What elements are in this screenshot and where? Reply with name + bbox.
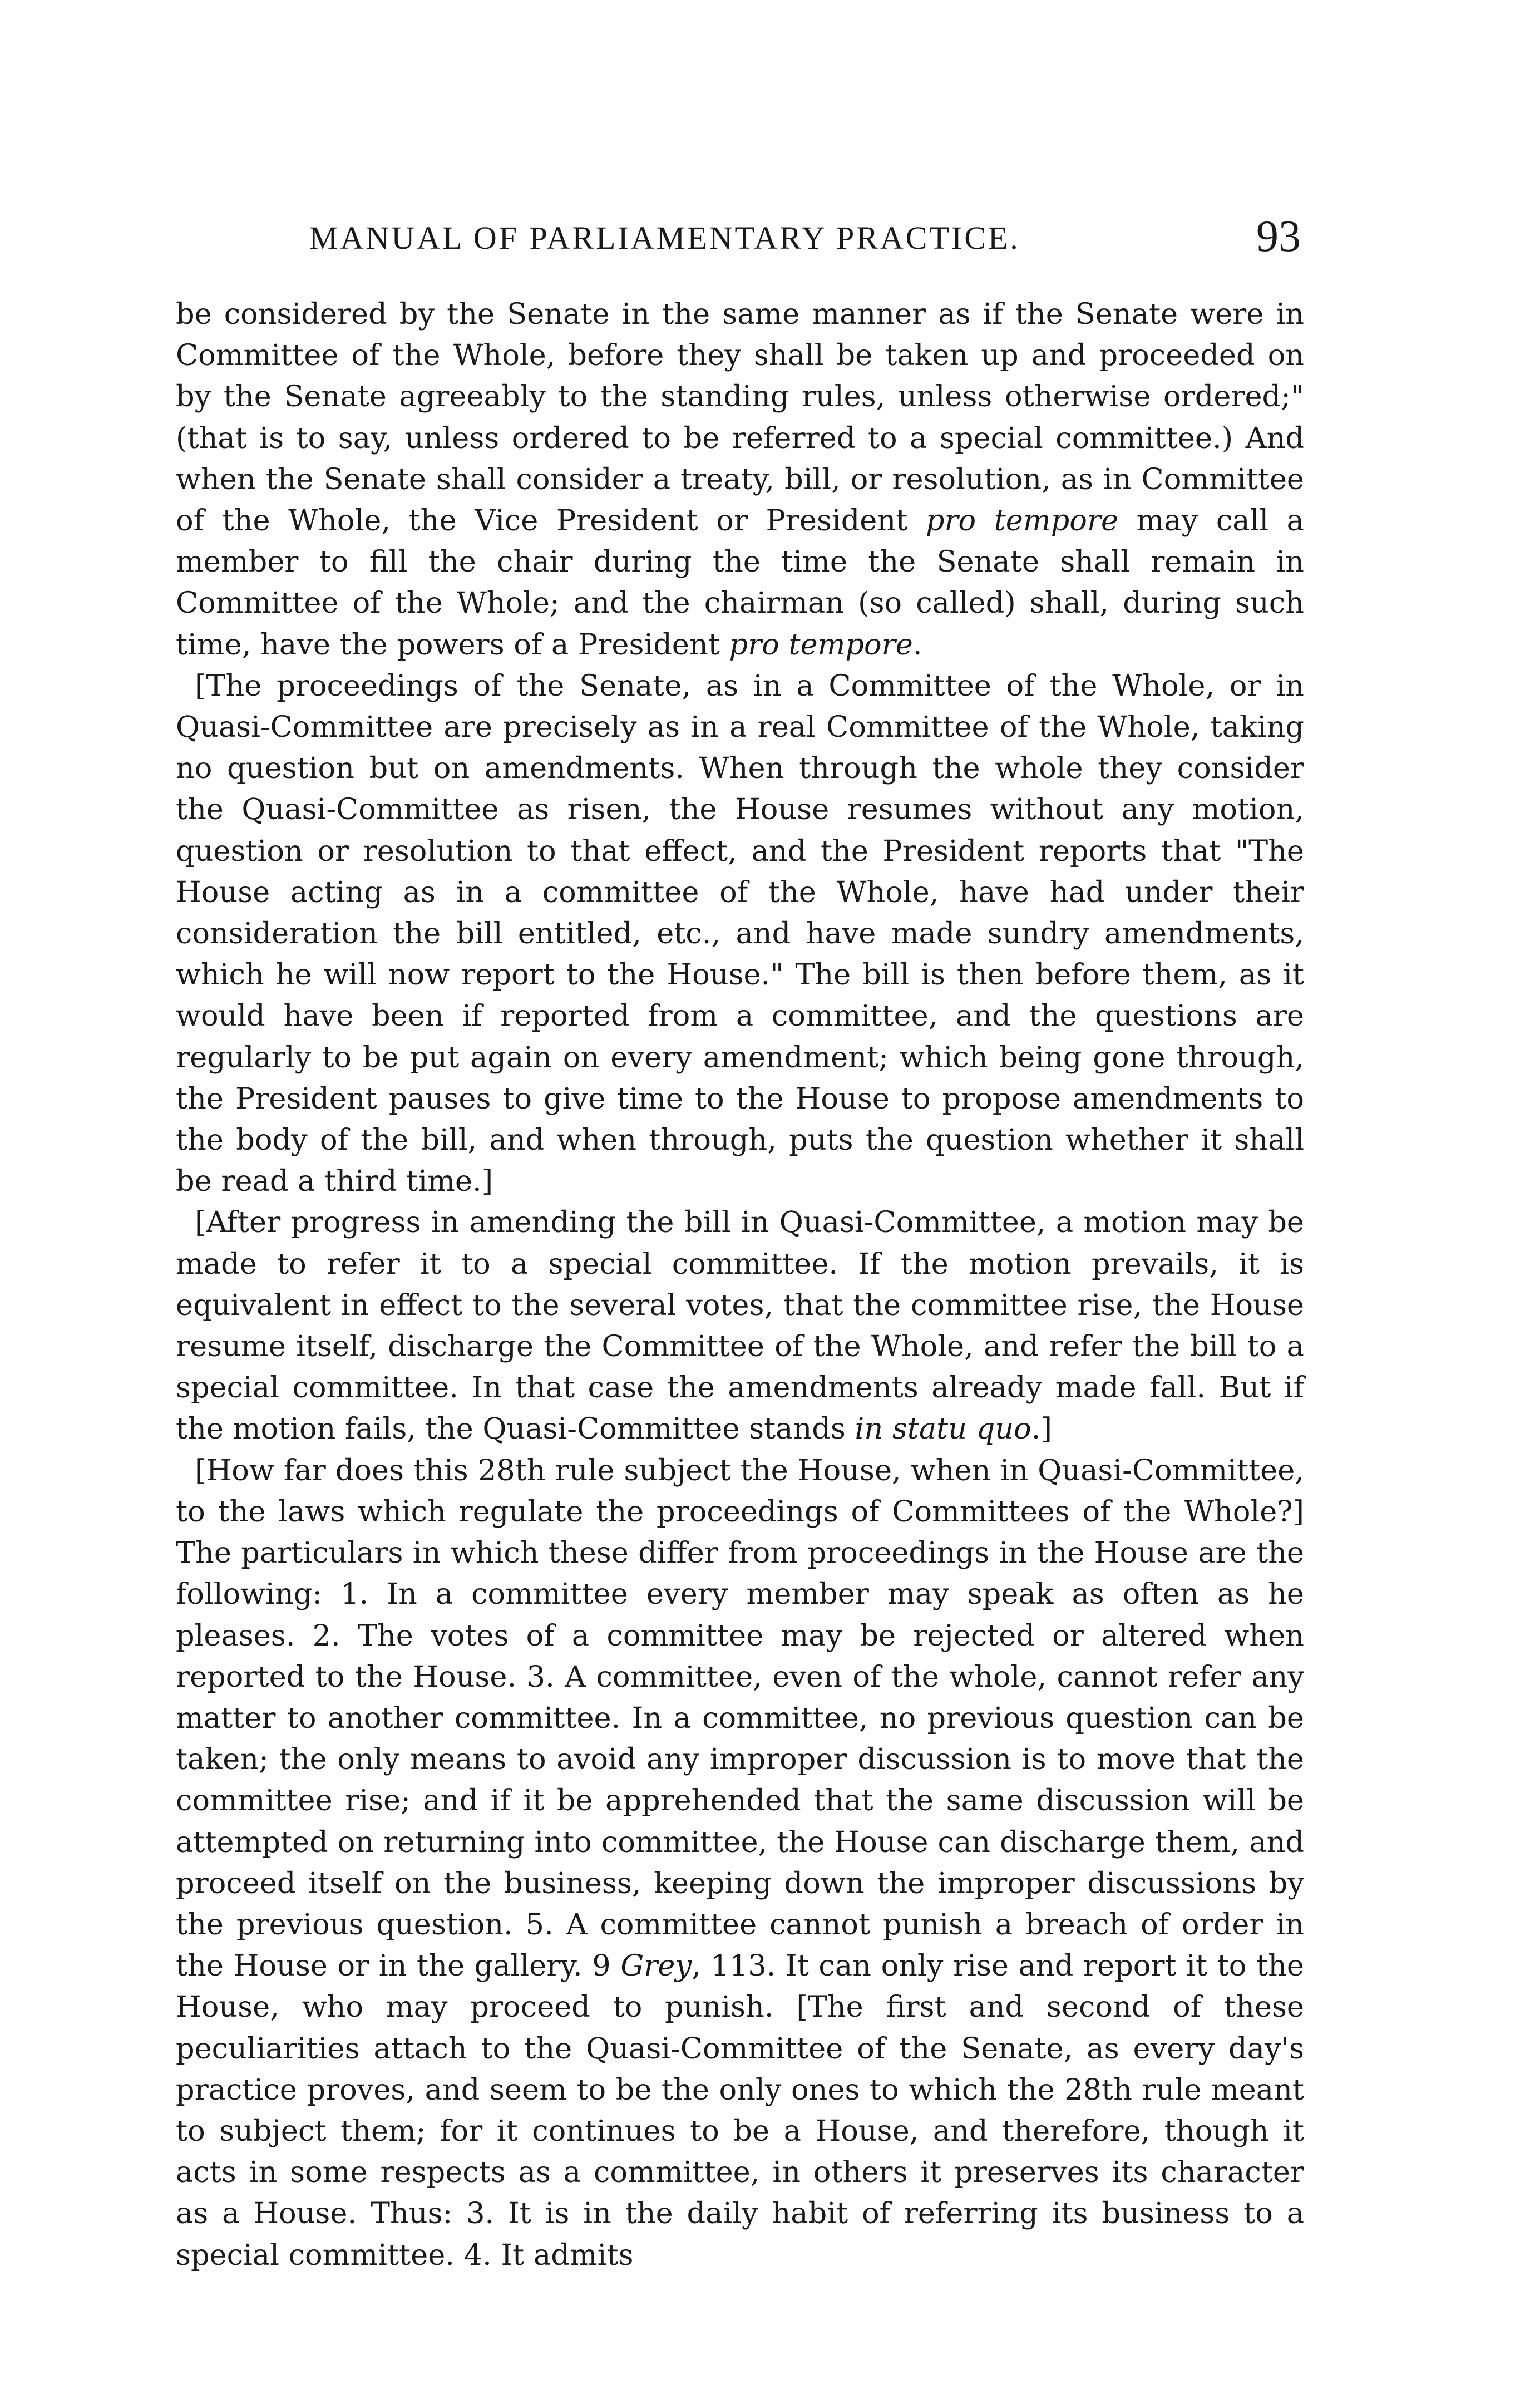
paragraph-1-text-b: may call a member to fill the chair during the time the Senate shall remain in Committee of the Whole; and the chairman (so called) shall, during such time, have the powers of a President <box>176 504 1304 662</box>
page-number: 93 <box>1256 212 1301 261</box>
running-title: MANUAL OF PARLIAMENTARY PRACTICE. <box>309 220 1020 256</box>
paragraph-3-text-a: [After progress in amending the bill in Quasi-Committee, a motion may be made to refer it to a special committee. If the motion prevails, it is equivalent in effect to the several votes, that the committee rise, the House resume itself, discharge the Committee of the Whole, and refer the bill to a special committee. In that case the amendments already made fall. But if the motion fails, the Quasi-Committee stands <box>176 1205 1304 1446</box>
paragraph-4 <box>176 1450 1304 2276</box>
paragraph-1-italic-a: pro tempore <box>925 504 1119 538</box>
book-page <box>176 211 1304 2282</box>
paragraph-3 <box>176 1202 1304 1450</box>
paragraph-1-text-a: be considered by the Senate in the same manner as if the Senate were in Committee of the Whole, before they shall be taken up and proceeded on by the Senate agreeably to the standing rules, unless otherwise ordered;" (that is to say, unless ordered to be referred to a special committee.) And when the Senate shall consider a treaty, bill, or resolution, as in Committee of the Whole, the Vice President or President <box>176 297 1304 538</box>
paragraph-4-text-b: , 113. It can only rise and report it to the House, who may proceed to punish. [The first and second of these peculiarities attach to the Quasi-Committee of the Senate, as every day's practice proves, and seem to be the only ones to which the 28th rule meant to subject them; for it continues to be a House, and therefore, though it acts in some respects as a committee, in others it preserves its character as a House. Thus: 3. It is in the daily habit of referring its business to a special committee. 4. It admits <box>176 1949 1305 2272</box>
paragraph-1-italic-b: pro tempore <box>729 627 913 662</box>
running-head <box>176 211 1304 278</box>
paragraph-3-italic: in statu quo <box>855 1412 1031 1446</box>
paragraph-1-text-c: . <box>912 627 922 662</box>
paragraph-4-italic: Grey <box>620 1949 692 1983</box>
paragraph-4-text-a: [How far does this 28th rule subject the House, when in Quasi-Committee, to the laws which regulate the proceedings of Committees of the Whole?] The particulars in which these differ from proceedings in the House are the following: 1. In a committee every member may speak as often as he pleases. 2. The votes of a committee may be rejected or altered when reported to the House. 3. A committee, even of the whole, cannot refer any matter to another committee. In a committee, no previous question can be taken; the only means to avoid any improper discussion is to move that the committee rise; and if it be apprehended that the same discussion will be attempted on returning into committee, the House can discharge them, and proceed itself on the business, keeping down the improper discussions by the previous question. 5. A committee cannot punish a breach of order in the House or in the gallery. 9 <box>176 1453 1304 1983</box>
paragraph-3-text-b: .] <box>1031 1412 1052 1446</box>
body-text <box>176 294 1304 2276</box>
paragraph-1 <box>176 294 1304 666</box>
paragraph-2: [The proceedings of the Senate, as in a Committee of the Whole, or in Quasi-Committee are precisely as in a real Committee of the Whole, taking no question but on amendments. When through the whole they consider the Quasi-Committee as risen, the House resumes without any motion, question or resolution to that effect, and the President reports that "The House acting as in a committee of the Whole, have had under their consideration the bill entitled, etc., and have made sundry amendments, which he will now report to the House." The bill is then before them, as it would have been if reported from a committee, and the questions are regularly to be put again on every amendment; which being gone through, the President pauses to give time to the House to propose amendments to the body of the bill, and when through, puts the question whether it shall be read a third time.] <box>176 668 1304 1199</box>
